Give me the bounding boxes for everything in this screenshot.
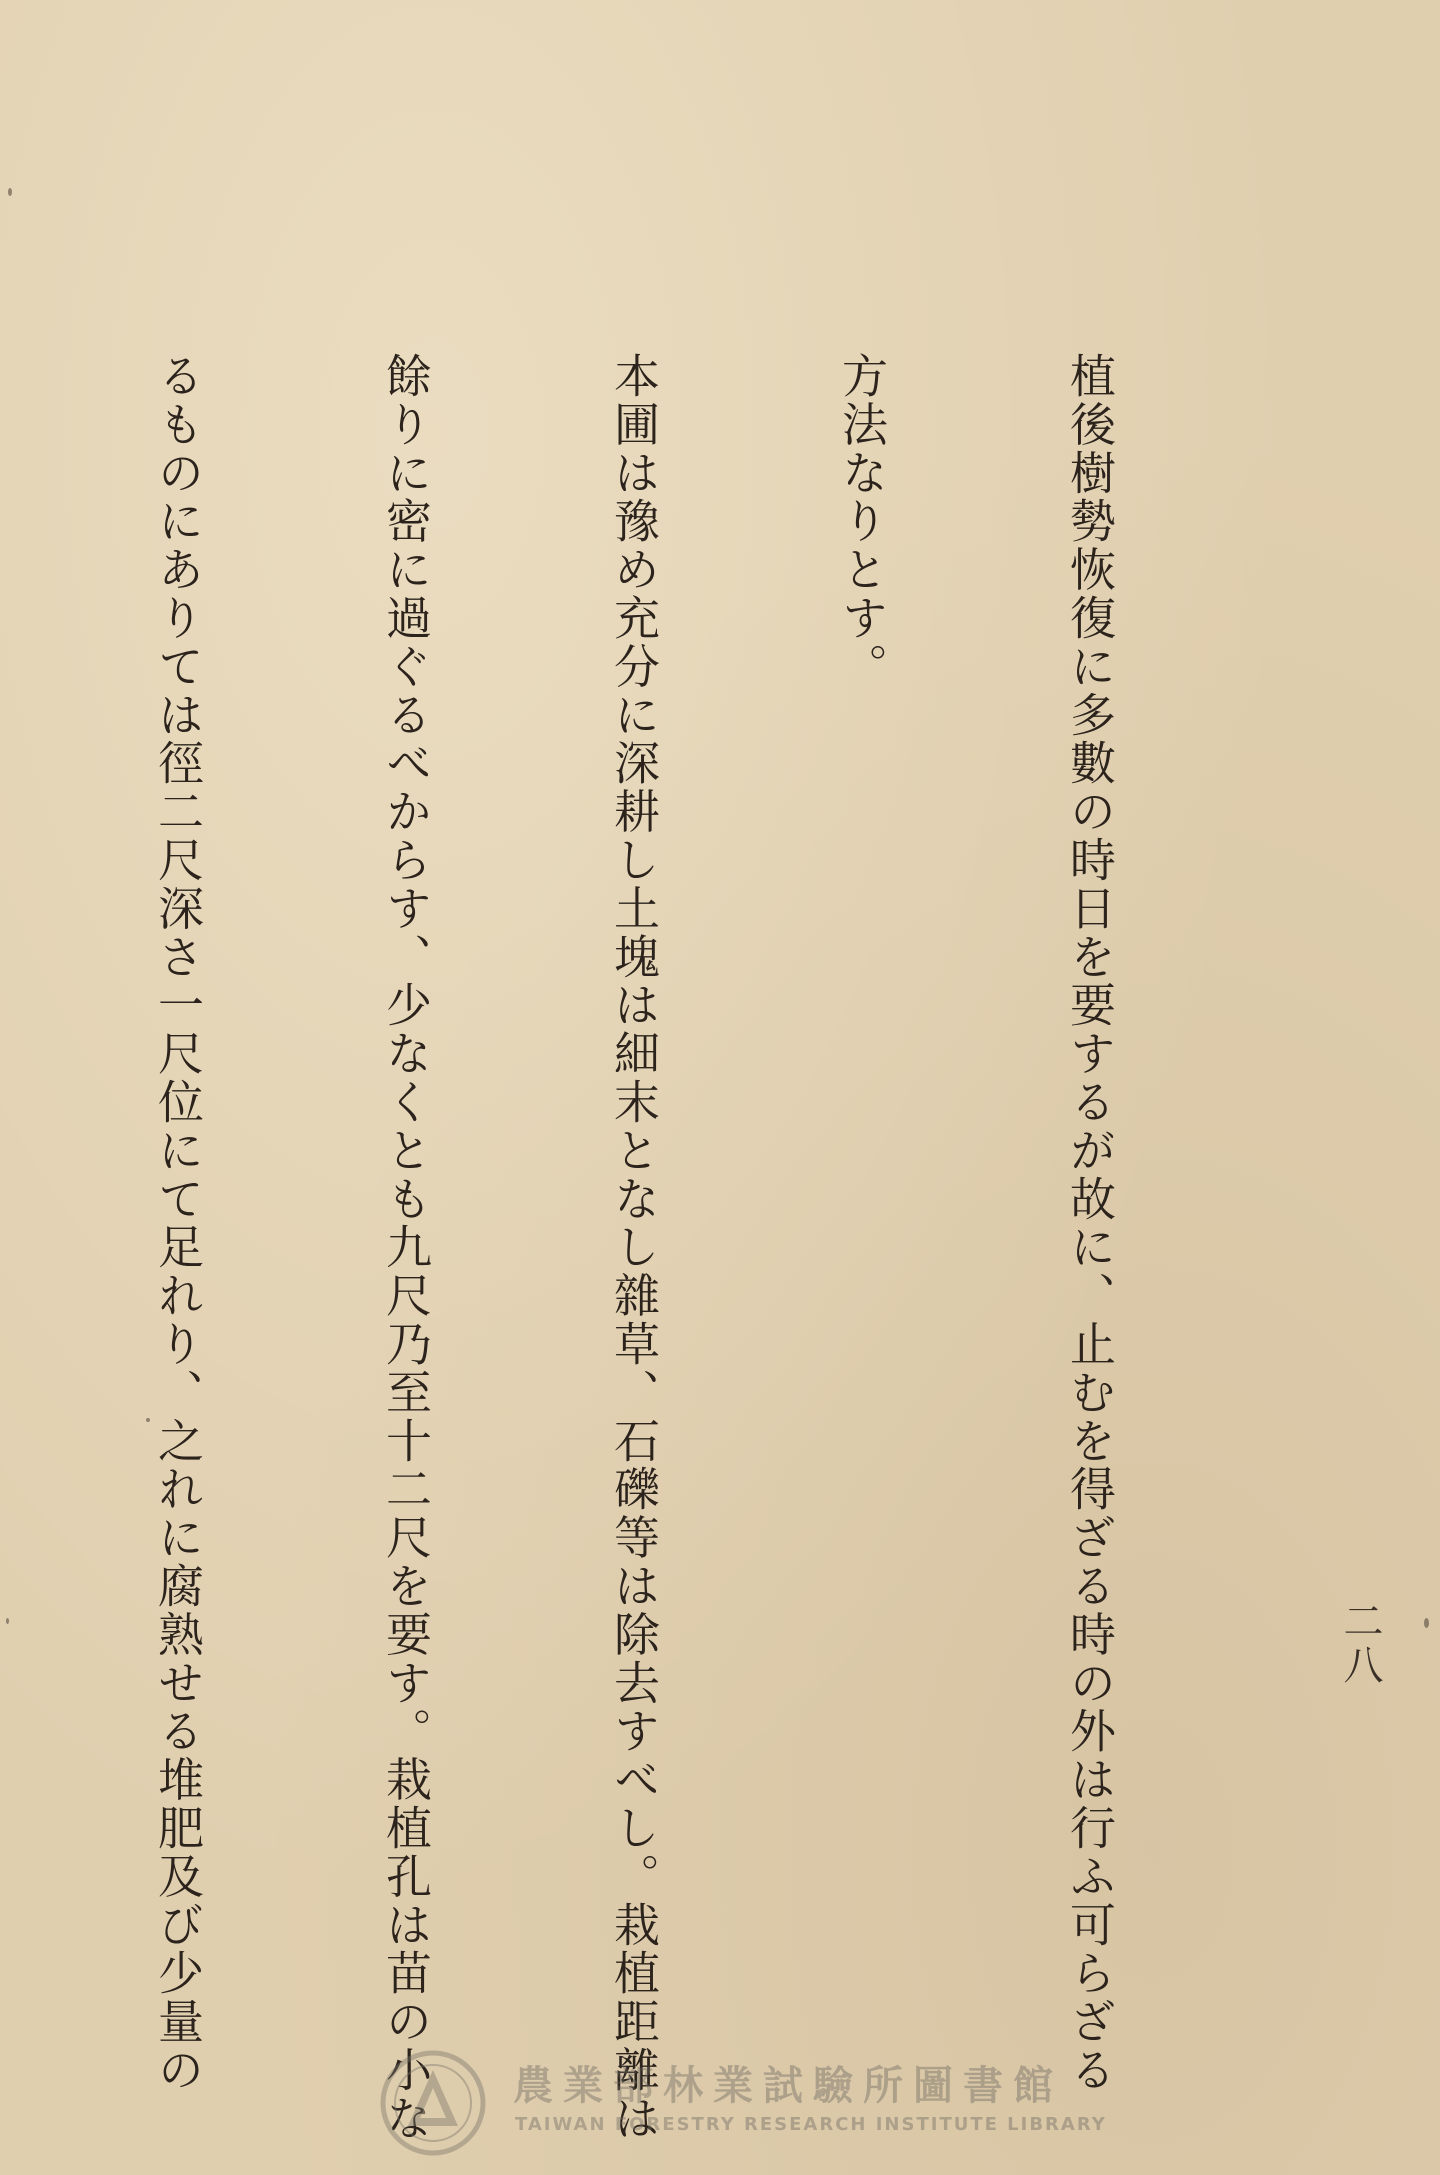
text-line-2: 方法なりとす。 xyxy=(835,352,889,691)
text-line-3: 本圃は豫め充分に深耕し土塊は細末となし雜草、石礫等は除去すべし。栽植距離は xyxy=(607,352,661,2143)
text-line-4: 餘りに密に過ぐるべからす、少なくとも九尺乃至十二尺を要す。栽植孔は苗の小な xyxy=(379,352,433,2143)
paper-speck xyxy=(1424,1618,1429,1628)
library-name: 農業部林業試驗所圖書館 xyxy=(513,2063,1063,2109)
paper-speck xyxy=(146,1418,150,1422)
paper-speck xyxy=(6,1618,9,1624)
library-watermark xyxy=(378,2048,1107,2158)
paper-speck xyxy=(8,188,12,196)
library-seal-icon xyxy=(378,2048,488,2158)
text-line-5: るものにありては徑二尺深さ一尺位にて足れり、之れに腐熟せる堆肥及び少量の xyxy=(151,352,205,2095)
text-line-1: 植後樹勢恢復に多數の時日を要するが故に、止むを得ざる時の外は行ふ可らざる xyxy=(1063,352,1117,2095)
library-name-english: TAIWAN FORESTRY RESEARCH INSTITUTE LIBRARY xyxy=(515,2114,1107,2135)
page-number: 二八 xyxy=(1337,1600,1383,1688)
